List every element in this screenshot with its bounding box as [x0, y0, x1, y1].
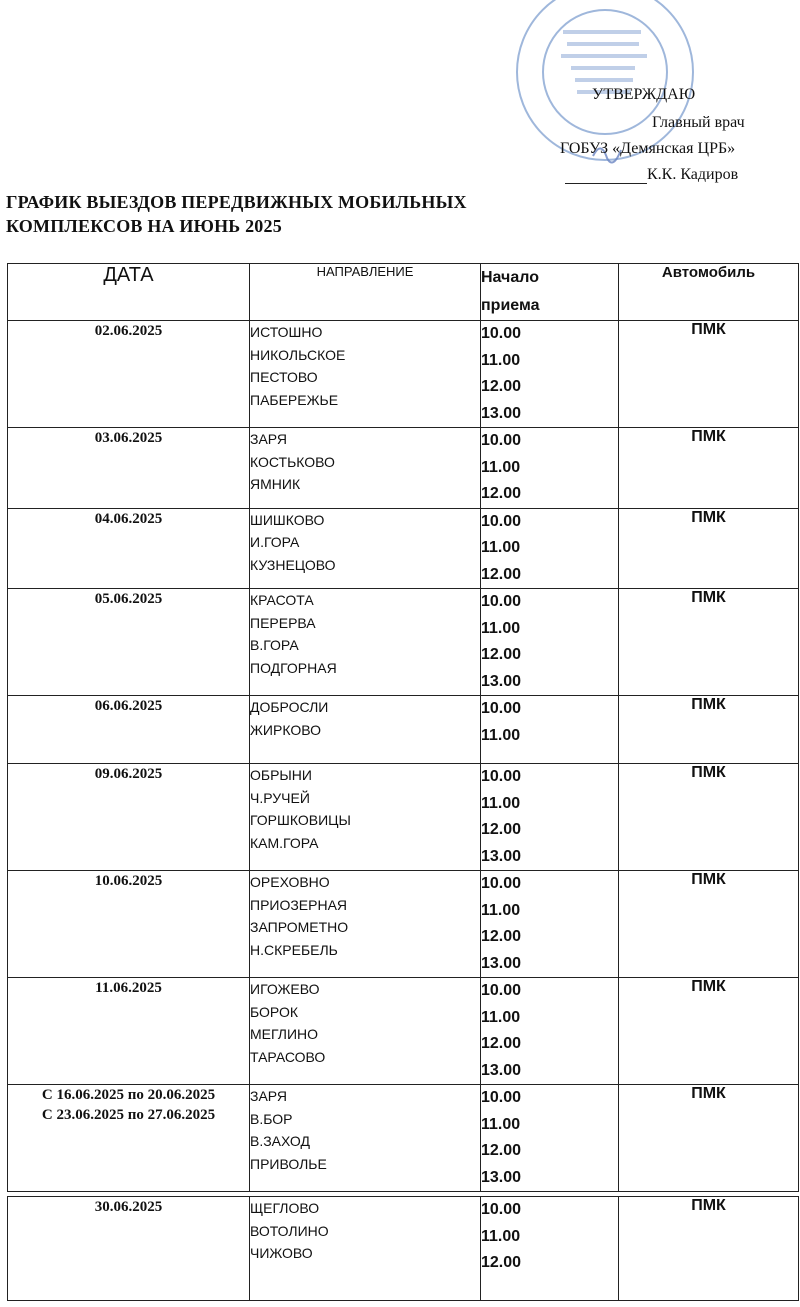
start-time: 10.00	[481, 593, 522, 610]
start-time: 13.00	[481, 1168, 522, 1186]
start-time: 10.00	[481, 1089, 522, 1106]
date-text: 30.06.2025	[94, 1199, 163, 1215]
place-name: В.БОР	[250, 1110, 293, 1127]
header-date: ДАТА	[8, 264, 250, 321]
table-row	[8, 428, 799, 509]
date-text: 02.06.2025	[94, 323, 163, 339]
place-name: ПОДГОРНАЯ	[250, 659, 337, 676]
start-time: 13.00	[481, 954, 522, 972]
approval-signatory: К.К. Кадиров	[647, 166, 739, 183]
signature-blank	[565, 169, 647, 184]
date-cell	[8, 978, 250, 1085]
place-name: ПЕРЕРВА	[250, 614, 316, 631]
place-name: Н.СКРЕБЕЛЬ	[250, 941, 338, 958]
schedule-body	[8, 321, 799, 1301]
place-name: ЯМНИК	[250, 476, 301, 492]
approval-organization: ГОБУЗ «Демянская ЦРБ»	[560, 140, 736, 157]
start-time: 13.00	[481, 404, 522, 422]
place-name: КОСТЬКОВО	[250, 453, 335, 470]
date-cell	[8, 764, 250, 871]
start-time: 11.00	[481, 539, 521, 556]
start-time: 10.00	[481, 768, 522, 785]
start-time: 12.00	[481, 1035, 522, 1052]
date-text: 06.06.2025	[94, 698, 163, 714]
date-text: 03.06.2025	[94, 430, 163, 446]
table-row	[8, 696, 799, 764]
place-name: ТАРАСОВО	[250, 1048, 326, 1065]
date-cell	[8, 1197, 250, 1301]
vehicle-cell: ПМК	[619, 871, 799, 978]
start-time: 10.00	[481, 700, 522, 717]
place-name: БОРОК	[250, 1003, 298, 1020]
place-name: В.ЗАХОД	[250, 1133, 310, 1149]
start-time: 11.00	[481, 901, 521, 919]
approval-signature-line	[565, 166, 738, 184]
start-time: 11.00	[481, 726, 521, 744]
document-title-line-1: ГРАФИК ВЫЕЗДОВ ПЕРЕДВИЖНЫХ МОБИЛЬНЫХ	[6, 192, 467, 212]
vehicle-cell: ПМК	[619, 508, 799, 589]
start-time: 10.00	[481, 512, 522, 530]
table-row	[8, 871, 799, 978]
place-name: ДОБРОСЛИ	[250, 699, 329, 715]
place-name: ПРИОЗЕРНАЯ	[250, 896, 348, 913]
start-time: 12.00	[481, 565, 522, 583]
approval-position: Главный врач	[652, 114, 745, 131]
start-time-cell	[481, 321, 619, 428]
start-time: 12.00	[481, 1142, 522, 1159]
place-name: ПЕСТОВО	[250, 369, 318, 385]
date-text: 05.06.2025	[94, 591, 163, 607]
start-time-cell	[481, 696, 619, 764]
start-time: 13.00	[481, 847, 522, 865]
start-time: 10.00	[481, 432, 522, 449]
table-row	[8, 589, 799, 696]
direction-cell	[250, 589, 481, 696]
start-time-cell	[481, 764, 619, 871]
document-title-line-2: КОМПЛЕКСОВ НА ИЮНЬ 2025	[6, 216, 282, 236]
start-time-cell	[481, 978, 619, 1085]
place-name: ГОРШКОВИЦЫ	[250, 812, 351, 828]
document-title	[6, 190, 566, 238]
start-time-cell	[481, 1197, 619, 1301]
date-text: 09.06.2025	[94, 766, 163, 782]
start-time: 13.00	[481, 1061, 522, 1079]
place-name: ПРИВОЛЬЕ	[250, 1155, 327, 1172]
start-time: 11.00	[481, 458, 521, 476]
date-text: 10.06.2025	[94, 873, 163, 889]
place-name: КУЗНЕЦОВО	[250, 556, 336, 573]
date-text: 11.06.2025	[95, 980, 162, 996]
place-name: ОРЕХОВНО	[250, 874, 330, 890]
direction-cell	[250, 696, 481, 764]
place-name: ЗАРЯ	[250, 431, 287, 447]
place-name: ЩЕГЛОВО	[250, 1200, 320, 1216]
start-time: 11.00	[481, 619, 521, 637]
start-time: 12.00	[481, 378, 522, 395]
start-time: 11.00	[481, 794, 521, 812]
date-cell	[8, 589, 250, 696]
table-row	[8, 508, 799, 589]
header-direction: НАПРАВЛЕНИЕ	[250, 264, 481, 321]
direction-cell	[250, 1085, 481, 1192]
place-name: ШИШКОВО	[250, 511, 325, 528]
place-name: КАМ.ГОРА	[250, 834, 319, 851]
start-time: 10.00	[481, 875, 522, 892]
direction-cell	[250, 321, 481, 428]
direction-cell	[250, 871, 481, 978]
place-name: КРАСОТА	[250, 592, 314, 608]
place-name: ИГОЖЕВО	[250, 981, 320, 997]
start-time-cell	[481, 589, 619, 696]
header-start-line-2: приема	[481, 297, 540, 314]
header-start	[481, 264, 619, 321]
direction-cell	[250, 1197, 481, 1301]
vehicle-cell: ПМК	[619, 764, 799, 871]
vehicle-cell: ПМК	[619, 696, 799, 764]
table-row	[8, 764, 799, 871]
table-row	[8, 1085, 799, 1192]
place-name: Ч.РУЧЕЙ	[250, 789, 310, 806]
vehicle-cell: ПМК	[619, 1085, 799, 1192]
date-text: 04.06.2025	[94, 510, 163, 527]
start-time: 12.00	[481, 646, 522, 663]
start-time-cell	[481, 871, 619, 978]
date-cell	[8, 508, 250, 589]
start-time: 10.00	[481, 325, 522, 342]
vehicle-cell: ПМК	[619, 428, 799, 509]
vehicle-cell: ПМК	[619, 589, 799, 696]
date-text: С 23.06.2025 по 27.06.2025	[41, 1107, 216, 1123]
place-name: И.ГОРА	[250, 534, 300, 550]
table-row	[8, 321, 799, 428]
place-name: ОБРЫНИ	[250, 767, 312, 783]
place-name: МЕГЛИНО	[250, 1026, 319, 1042]
place-name: ЖИРКОВО	[250, 721, 321, 738]
start-time-cell	[481, 1085, 619, 1192]
direction-cell	[250, 428, 481, 509]
start-time-cell	[481, 508, 619, 589]
place-name: В.ГОРА	[250, 637, 299, 653]
date-cell	[8, 321, 250, 428]
table-row	[8, 1197, 799, 1301]
approval-title: УТВЕРЖДАЮ	[592, 86, 696, 103]
place-name: ЧИЖОВО	[250, 1245, 313, 1261]
vehicle-cell: ПМК	[619, 978, 799, 1085]
start-time: 11.00	[481, 351, 521, 369]
direction-cell	[250, 508, 481, 589]
start-time: 11.00	[481, 1115, 521, 1133]
start-time: 12.00	[481, 1254, 522, 1271]
date-cell	[8, 696, 250, 764]
vehicle-cell: ПМК	[619, 1197, 799, 1301]
place-name: ИСТОШНО	[250, 324, 323, 340]
schedule-table	[7, 263, 799, 1301]
date-cell	[8, 1085, 250, 1192]
start-time: 11.00	[481, 1227, 521, 1245]
start-time: 10.00	[481, 1201, 522, 1218]
place-name: ВОТОЛИНО	[250, 1222, 329, 1239]
start-time: 13.00	[481, 672, 522, 690]
header-start-line-1: Начало	[481, 269, 539, 286]
place-name: ПАБЕРЕЖЬЕ	[250, 391, 339, 408]
start-time: 11.00	[481, 1008, 521, 1026]
date-cell	[8, 428, 250, 509]
place-name: ЗАПРОМЕТНО	[250, 919, 349, 935]
place-name: ЗАРЯ	[250, 1088, 287, 1104]
direction-cell	[250, 978, 481, 1085]
start-time: 10.00	[481, 982, 522, 999]
table-header-row	[8, 264, 799, 321]
direction-cell	[250, 764, 481, 871]
start-time: 12.00	[481, 821, 522, 838]
date-text: С 16.06.2025 по 20.06.2025	[41, 1087, 216, 1103]
date-cell	[8, 871, 250, 978]
start-time: 12.00	[481, 485, 522, 502]
vehicle-cell: ПМК	[619, 321, 799, 428]
start-time: 12.00	[481, 928, 522, 945]
place-name: НИКОЛЬСКОЕ	[250, 346, 346, 363]
table-row	[8, 978, 799, 1085]
header-vehicle: Автомобиль	[619, 264, 799, 321]
start-time-cell	[481, 428, 619, 509]
